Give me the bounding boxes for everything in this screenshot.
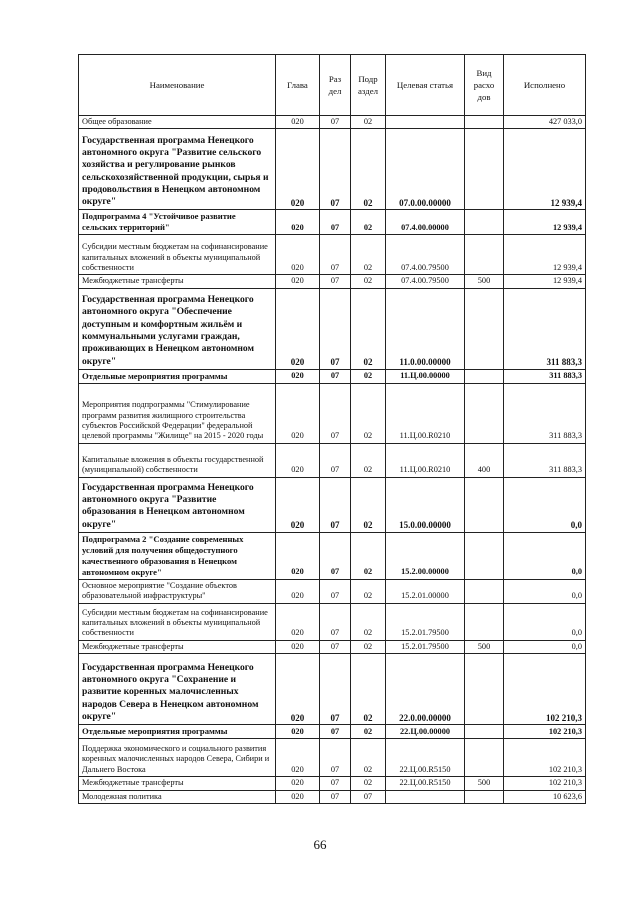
cell-section: 07 [320,777,351,790]
cell-target: 07.4.00.79500 [386,235,465,275]
cell-section: 07 [320,235,351,275]
cell-name: Молодежная политика [79,790,276,803]
cell-name: Межбюджетные трансферты [79,640,276,653]
cell-subsection: 02 [351,725,386,739]
cell-target: 07.0.00.00000 [386,129,465,210]
cell-target: 07.4.00.79500 [386,275,465,288]
cell-target: 22.0.00.00000 [386,654,465,725]
cell-target: 15.2.01.79500 [386,640,465,653]
cell-section: 07 [320,443,351,477]
cell-section: 07 [320,603,351,640]
cell-subsection: 02 [351,654,386,725]
table-row [79,654,586,725]
cell-chapter: 020 [276,790,320,803]
table-row [79,210,586,235]
cell-section: 07 [320,383,351,443]
cell-target: 15.2.00.00000 [386,532,465,579]
table-row [79,579,586,603]
cell-expense-type: 500 [465,640,504,653]
table-row [79,790,586,803]
cell-executed: 311 883,3 [504,288,586,369]
table-row [79,640,586,653]
cell-chapter: 020 [276,777,320,790]
cell-subsection: 07 [351,790,386,803]
cell-name: Поддержка экономического и социального развития коренных малочисленных народов Севера, Сибири и Дальнего Востока [79,739,276,777]
cell-chapter: 020 [276,654,320,725]
cell-expense-type [465,725,504,739]
cell-chapter: 020 [276,383,320,443]
table-row [79,369,586,383]
cell-target: 22.Ц.00.00000 [386,725,465,739]
cell-subsection: 02 [351,129,386,210]
cell-expense-type: 400 [465,443,504,477]
cell-target: 07.4.00.00000 [386,210,465,235]
cell-name: Основное мероприятие "Создание объектов образовательной инфраструктуры" [79,579,276,603]
cell-chapter: 020 [276,235,320,275]
cell-executed: 12 939,4 [504,129,586,210]
cell-expense-type [465,235,504,275]
cell-target: 15.2.01.79500 [386,603,465,640]
cell-section: 07 [320,477,351,532]
cell-executed: 0,0 [504,477,586,532]
cell-section: 07 [320,640,351,653]
cell-executed: 427 033,0 [504,116,586,129]
cell-target: 11.Ц.00.00000 [386,369,465,383]
cell-subsection: 02 [351,579,386,603]
cell-subsection: 02 [351,443,386,477]
cell-expense-type [465,739,504,777]
table-row [79,725,586,739]
cell-chapter: 020 [276,275,320,288]
table-row [79,275,586,288]
table-header [79,55,586,116]
table-row [79,383,586,443]
cell-target: 15.0.00.00000 [386,477,465,532]
cell-chapter: 020 [276,369,320,383]
cell-section: 07 [320,275,351,288]
cell-subsection: 02 [351,640,386,653]
cell-section: 07 [320,654,351,725]
table-row [79,777,586,790]
table-row [79,477,586,532]
cell-name: Подпрограмма 4 "Устойчивое развитие сельских территорий" [79,210,276,235]
cell-expense-type [465,579,504,603]
cell-name: Подпрограмма 2 "Создание современных условий для получения общедоступного качественного образования в Ненецком автономном округе" [79,532,276,579]
cell-executed: 311 883,3 [504,369,586,383]
cell-expense-type: 500 [465,275,504,288]
table-body [79,116,586,804]
cell-target: 22.Ц.00.R5150 [386,777,465,790]
cell-executed: 12 939,4 [504,210,586,235]
budget-table [78,54,586,804]
cell-executed: 102 210,3 [504,777,586,790]
cell-expense-type [465,369,504,383]
cell-executed: 102 210,3 [504,654,586,725]
header-name: Наименование [79,55,276,116]
cell-expense-type [465,210,504,235]
cell-subsection: 02 [351,777,386,790]
cell-section: 07 [320,288,351,369]
cell-expense-type [465,288,504,369]
table-row [79,116,586,129]
cell-subsection: 02 [351,739,386,777]
cell-name: Отдельные мероприятия программы [79,725,276,739]
cell-expense-type: 500 [465,777,504,790]
cell-chapter: 020 [276,739,320,777]
cell-chapter: 020 [276,288,320,369]
cell-name: Мероприятия подпрограммы "Стимулирование программ развития жилищного строительства субъектов Российской Федерации" федеральной целевой программы "Жилище" на 2015 - 2020 годы [79,383,276,443]
cell-subsection: 02 [351,116,386,129]
cell-section: 07 [320,790,351,803]
cell-chapter: 020 [276,640,320,653]
cell-section: 07 [320,532,351,579]
cell-target: 11.0.00.00000 [386,288,465,369]
header-section: Раз дел [320,55,351,116]
header-executed: Исполнено [504,55,586,116]
cell-name: Межбюджетные трансферты [79,275,276,288]
cell-section: 07 [320,725,351,739]
cell-expense-type [465,532,504,579]
cell-executed: 311 883,3 [504,383,586,443]
table-row [79,603,586,640]
cell-section: 07 [320,116,351,129]
cell-subsection: 02 [351,477,386,532]
cell-expense-type [465,603,504,640]
cell-expense-type [465,129,504,210]
cell-subsection: 02 [351,210,386,235]
cell-subsection: 02 [351,532,386,579]
cell-name: Межбюджетные трансферты [79,777,276,790]
cell-name: Капитальные вложения в объекты государственной (муниципальной) собственности [79,443,276,477]
cell-expense-type [465,654,504,725]
cell-chapter: 020 [276,443,320,477]
cell-target: 15.2.01.00000 [386,579,465,603]
header-expense-type: Вид расхо дов [465,55,504,116]
cell-target: 11.Ц.00.R0210 [386,383,465,443]
cell-executed: 102 210,3 [504,739,586,777]
table-row [79,288,586,369]
table-row [79,235,586,275]
table-row [79,129,586,210]
cell-target [386,790,465,803]
cell-expense-type [465,477,504,532]
cell-chapter: 020 [276,725,320,739]
cell-subsection: 02 [351,288,386,369]
cell-name: Субсидии местным бюджетам на софинансирование капитальных вложений в объекты муниципальной собственности [79,235,276,275]
cell-name: Государственная программа Ненецкого автономного округа "Обеспечение доступным и комфортным жильём и коммунальными услугами граждан, проживающих в Ненецком автономном округе" [79,288,276,369]
header-target: Целевая статья [386,55,465,116]
cell-subsection: 02 [351,275,386,288]
cell-target: 22.Ц.00.R5150 [386,739,465,777]
cell-name: Государственная программа Ненецкого автономного округа "Сохранение и развитие коренных малочисленных народов Севера в Ненецком автономном округе" [79,654,276,725]
cell-target: 11.Ц.00.R0210 [386,443,465,477]
cell-name: Государственная программа Ненецкого автономного округа "Развитие сельского хозяйства и регулирование рынков сельскохозяйственной продукции, сырья и продовольствия в Ненецком автономном округе" [79,129,276,210]
cell-chapter: 020 [276,603,320,640]
page-number: 66 [313,837,327,852]
cell-section: 07 [320,210,351,235]
cell-expense-type [465,790,504,803]
table-row [79,739,586,777]
cell-chapter: 020 [276,579,320,603]
table-row [79,532,586,579]
cell-section: 07 [320,369,351,383]
cell-executed: 12 939,4 [504,275,586,288]
cell-target [386,116,465,129]
cell-executed: 0,0 [504,579,586,603]
cell-executed: 0,0 [504,640,586,653]
cell-name: Субсидии местным бюджетам на софинансирование капитальных вложений в объекты муниципальной собственности [79,603,276,640]
header-chapter: Глава [276,55,320,116]
cell-executed: 0,0 [504,603,586,640]
table-row [79,443,586,477]
cell-chapter: 020 [276,477,320,532]
cell-name: Отдельные мероприятия программы [79,369,276,383]
cell-section: 07 [320,739,351,777]
cell-expense-type [465,116,504,129]
cell-executed: 102 210,3 [504,725,586,739]
cell-chapter: 020 [276,210,320,235]
cell-subsection: 02 [351,603,386,640]
cell-name: Государственная программа Ненецкого автономного округа "Развитие образования в Ненецком автономном округе" [79,477,276,532]
header-subsection: Подр аздел [351,55,386,116]
cell-executed: 311 883,3 [504,443,586,477]
cell-expense-type [465,383,504,443]
cell-chapter: 020 [276,116,320,129]
cell-chapter: 020 [276,532,320,579]
cell-section: 07 [320,579,351,603]
cell-subsection: 02 [351,235,386,275]
cell-chapter: 020 [276,129,320,210]
cell-executed: 12 939,4 [504,235,586,275]
cell-name: Общее образование [79,116,276,129]
cell-subsection: 02 [351,369,386,383]
cell-executed: 0,0 [504,532,586,579]
cell-subsection: 02 [351,383,386,443]
cell-section: 07 [320,129,351,210]
cell-executed: 10 623,6 [504,790,586,803]
